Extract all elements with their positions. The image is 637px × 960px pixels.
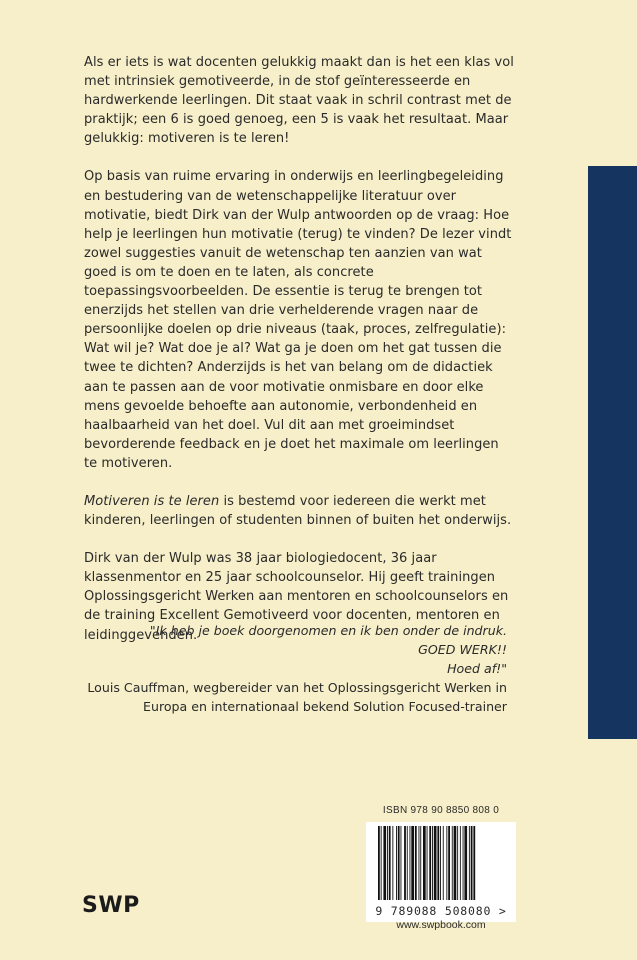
book-title-italic: Motiveren is te leren [84,493,220,509]
barcode-bars [376,826,506,904]
paragraph-audience-rest: is bestemd voor iedereen die werkt met kinderen, leerlingen of studenten binnen of buiten het onderwijs. [84,493,512,529]
quote-attribution-2: Europa en internationaal bekend Solution Focused-trainer [143,699,507,714]
paragraph-author-bio: Dirk van der Wulp was 38 jaar biologiedocent, 36 jaar klassenmentor en 25 jaar schoolcounselor. Hij geeft trainingen Oplossingsgericht Werken aan mentoren en schoolcounselors en de training Excellent Gemotiveerd voor docenten, mentoren en leidinggevenden. [84,551,509,643]
blurb-text [84,53,516,664]
quote-line-2: GOED WERK!! [418,642,507,657]
quote-line-3: Hoed af!" [447,661,507,676]
swp-logo: SWP [82,893,140,918]
quote-line-1: "Ik heb je boek doorgenomen en ik ben onder de indruk. [149,623,507,638]
isbn-label: ISBN 978 90 8850 808 0 [382,805,500,816]
publisher-website: www.swpbook.com [396,919,486,931]
blue-side-band [588,166,637,739]
paragraph-intro: Als er iets is wat docenten gelukkig maakt dan is het een klas vol met intrinsiek gemotiveerde, in de stof geïnteresseerde en hardwerkende leerlingen. Dit staat vaak in schril contrast met de praktijk; een 6 is goed genoeg, een 5 is vaak het resultaat. Maar gelukkig: motiveren is te leren! [84,55,514,147]
paragraph-audience [84,492,516,530]
barcode-box [366,822,516,922]
paragraph-main: Op basis van ruime ervaring in onderwijs en leerlingbegeleiding en bestudering van de wetenschappelijke literatuur over motivatie, biedt Dirk van der Wulp antwoorden op de vraag: Hoe help je leerlingen hun motivatie (terug) te vinden? De lezer vindt zowel suggesties vanuit de wetenschap ten aanzien van wat goed is om te doen en te laten, als concrete toepassingsvoorbeelden. De essentie is terug te brengen tot enerzijds het stellen van drie verhelderende vragen naar de persoonlijke doelen op drie niveaus (taak, proces, zelfregulatie): Wat wil je? Wat doe je al? Wat ga je doen om het gat tussen die twee te dichten? Anderzijds is het van belang om de didactiek aan te passen aan de voor motivatie onmisbare en door elke mens gevoelde behoefte aan autonomie, verbondenheid en haalbaarheid van het doel. Vul dit aan met groeimindset bevorderende feedback en je doet het maximale om leerlingen te motiveren. [84,169,512,471]
barcode-digits: 9 789088 508080 > [375,904,507,918]
isbn-barcode-block [366,805,516,935]
testimonial-quote [84,621,507,716]
quote-attribution-1: Louis Cauffman, wegbereider van het Oplossingsgericht Werken in [87,680,507,695]
